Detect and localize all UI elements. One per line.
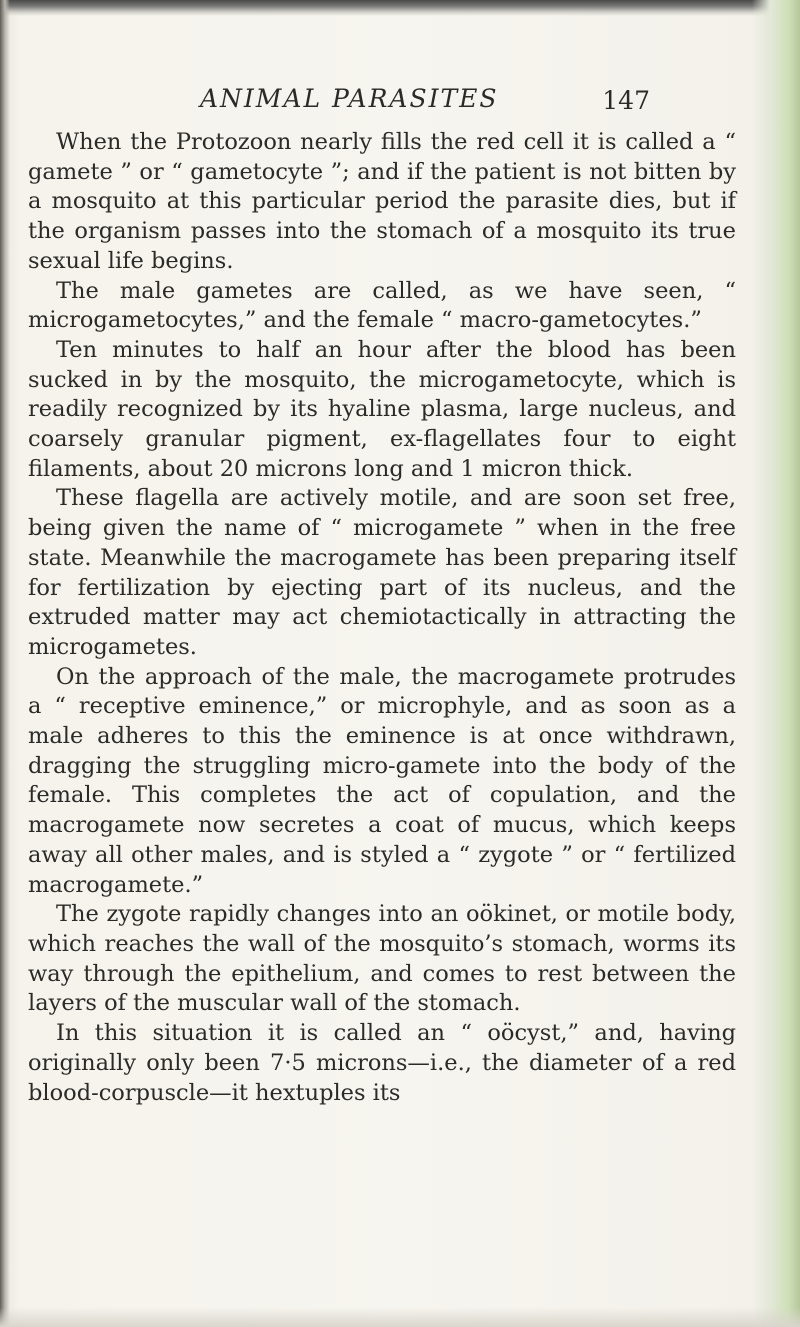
page-number: 147 bbox=[602, 86, 650, 115]
page-header bbox=[200, 84, 650, 120]
running-head: ANIMAL PARASITES bbox=[200, 84, 499, 113]
page-left-edge bbox=[0, 0, 10, 1327]
paragraph: The male gametes are called, as we have seen, “ microgametocytes,” and the female “ macro-gametocytes.” bbox=[28, 277, 736, 334]
page-top-edge bbox=[0, 0, 800, 16]
paragraph: These flagella are actively motile, and are soon set free, being given the name of “ microgamete ” when in the free state. Meanwhile the macrogamete has been preparing itself for fertilization by ejecting part of its nucleus, and the extruded matter may act chemiotactically in attracting the microgametes. bbox=[28, 485, 736, 660]
paragraph: Ten minutes to half an hour after the blood has been sucked in by the mosquito, the microgametocyte, which is readily recognized by its hyaline plasma, large nucleus, and coarsely granular pigment, ex-flagellates four to eight filaments, about 20 microns long and 1 micron thick. bbox=[28, 336, 736, 482]
paragraph: In this situation it is called an “ oöcyst,” and, having originally only been 7·5 microns—i.e., the diameter of a red blood-corpuscle—it hextuples its bbox=[28, 1020, 736, 1106]
page-right-edge bbox=[752, 0, 800, 1327]
paragraph: The zygote rapidly changes into an oökinet, or motile body, which reaches the wall of the mosquito’s stomach, worms its way through the epithelium, and comes to rest between the layers of the muscular wall of the stomach. bbox=[28, 901, 736, 1017]
paragraph: On the approach of the male, the macrogamete protrudes a “ receptive eminence,” or microphyle, and as soon as a male adheres to this the eminence is at once withdrawn, dragging the struggling micro-gamete into the body of the female. This completes the act of copulation, and the macrogamete now secretes a coat of mucus, which keeps away all other males, and is styled a “ zygote ” or “ fertilized macrogamete.” bbox=[28, 663, 736, 898]
paragraph: When the Protozoon nearly fills the red cell it is called a “ gamete ” or “ gametocyte ”; and if the patient is not bitten by a mosquito at this particular period the parasite dies, but if the organism passes into the stomach of a mosquito its true sexual life begins. bbox=[28, 129, 736, 274]
body-text bbox=[28, 128, 736, 1108]
page-bottom-edge bbox=[0, 1307, 800, 1327]
